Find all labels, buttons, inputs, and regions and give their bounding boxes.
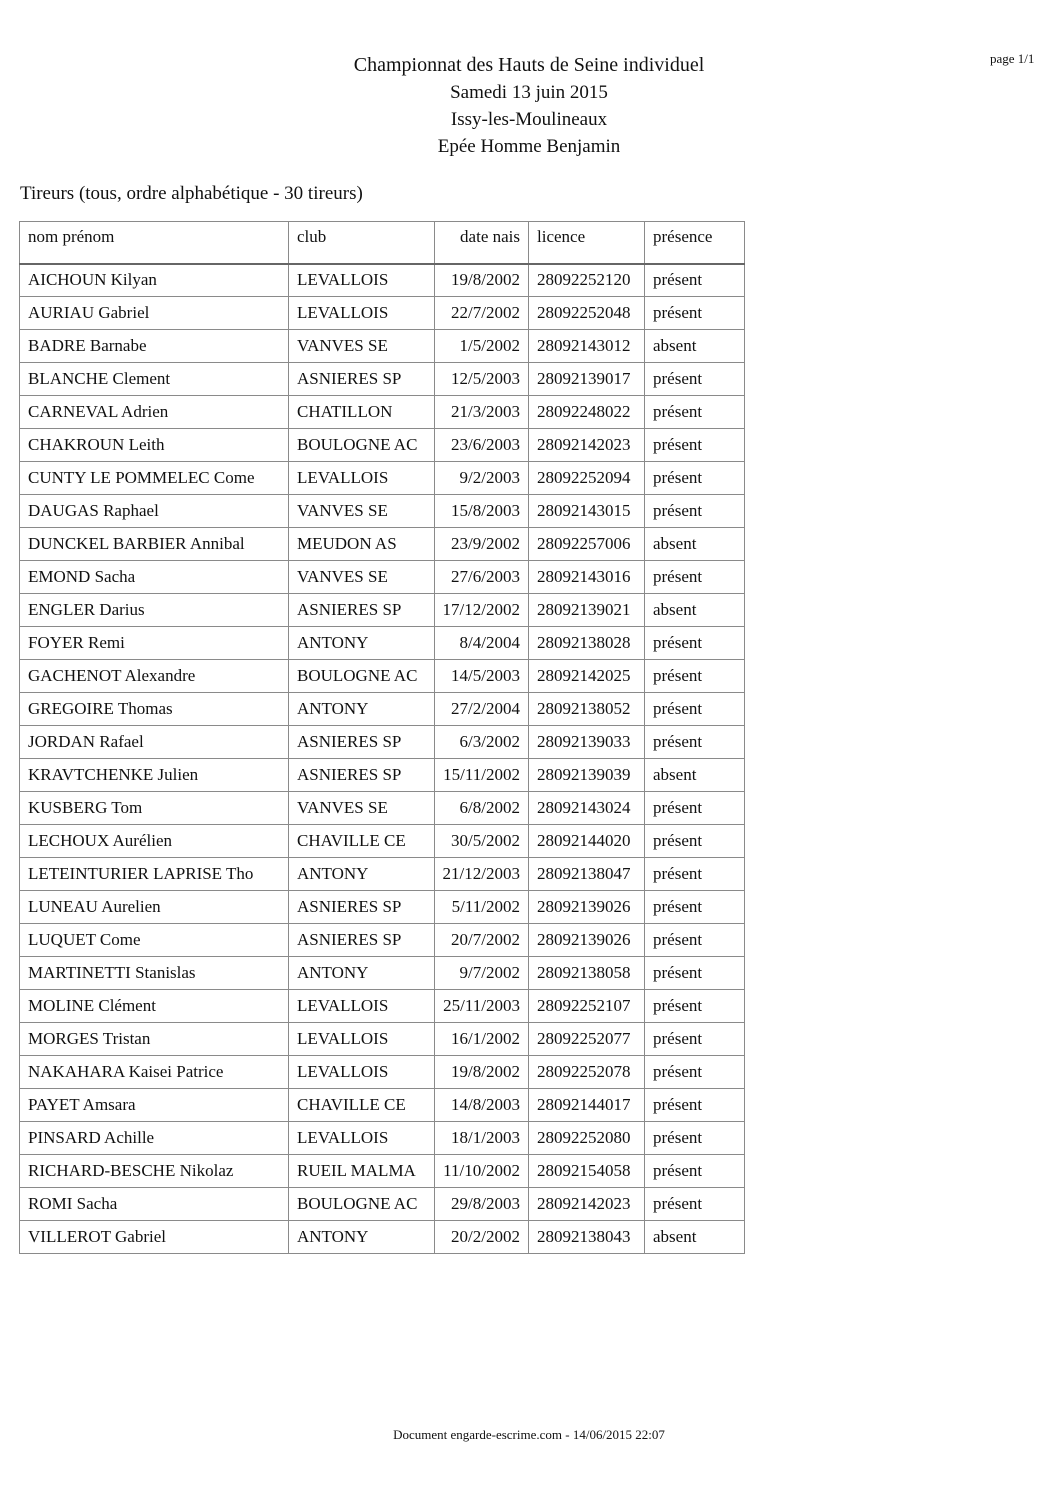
cell-club: ASNIERES SP [289, 594, 435, 627]
cell-birthdate: 6/3/2002 [435, 726, 529, 759]
cell-club: VANVES SE [289, 792, 435, 825]
cell-presence: présent [645, 1023, 745, 1056]
cell-name: RICHARD-BESCHE Nikolaz [20, 1155, 289, 1188]
cell-birthdate: 18/1/2003 [435, 1122, 529, 1155]
page-number: page 1/1 [990, 51, 1035, 66]
table-row [20, 627, 745, 660]
cell-licence: 28092138047 [529, 858, 645, 891]
cell-club: VANVES SE [289, 561, 435, 594]
cell-club: BOULOGNE AC [289, 429, 435, 462]
cell-birthdate: 5/11/2002 [435, 891, 529, 924]
cell-birthdate: 21/12/2003 [435, 858, 529, 891]
table-row [20, 1023, 745, 1056]
cell-presence: présent [645, 1122, 745, 1155]
table-header-row [20, 222, 745, 264]
cell-licence: 28092252120 [529, 264, 645, 297]
cell-name: VILLEROT Gabriel [20, 1221, 289, 1254]
cell-name: DUNCKEL BARBIER Annibal [20, 528, 289, 561]
table-row [20, 1056, 745, 1089]
cell-name: MOLINE Clément [20, 990, 289, 1023]
cell-licence: 28092252080 [529, 1122, 645, 1155]
cell-club: CHAVILLE CE [289, 825, 435, 858]
table-row [20, 891, 745, 924]
competition-title: Championnat des Hauts de Seine individuel [353, 54, 705, 76]
cell-licence: 28092139021 [529, 594, 645, 627]
cell-presence: absent [645, 330, 745, 363]
cell-club: ANTONY [289, 858, 435, 891]
table-row [20, 726, 745, 759]
cell-club: ASNIERES SP [289, 363, 435, 396]
cell-name: GACHENOT Alexandre [20, 660, 289, 693]
cell-club: LEVALLOIS [289, 1122, 435, 1155]
cell-birthdate: 25/11/2003 [435, 990, 529, 1023]
cell-birthdate: 9/2/2003 [435, 462, 529, 495]
cell-presence: présent [645, 561, 745, 594]
table-row [20, 429, 745, 462]
cell-birthdate: 12/5/2003 [435, 363, 529, 396]
cell-name: CARNEVAL Adrien [20, 396, 289, 429]
fencers-table [19, 221, 745, 1254]
cell-birthdate: 8/4/2004 [435, 627, 529, 660]
cell-licence: 28092143024 [529, 792, 645, 825]
cell-presence: présent [645, 396, 745, 429]
cell-birthdate: 17/12/2002 [435, 594, 529, 627]
cell-club: MEUDON AS [289, 528, 435, 561]
cell-presence: présent [645, 363, 745, 396]
table-row [20, 594, 745, 627]
cell-birthdate: 23/9/2002 [435, 528, 529, 561]
table-row [20, 495, 745, 528]
cell-presence: présent [645, 1155, 745, 1188]
cell-licence: 28092142023 [529, 429, 645, 462]
cell-birthdate: 27/6/2003 [435, 561, 529, 594]
cell-name: MORGES Tristan [20, 1023, 289, 1056]
cell-presence: présent [645, 990, 745, 1023]
cell-club: ASNIERES SP [289, 759, 435, 792]
cell-licence: 28092248022 [529, 396, 645, 429]
cell-birthdate: 22/7/2002 [435, 297, 529, 330]
cell-birthdate: 21/3/2003 [435, 396, 529, 429]
cell-name: AICHOUN Kilyan [20, 264, 289, 297]
cell-presence: présent [645, 957, 745, 990]
cell-licence: 28092144017 [529, 1089, 645, 1122]
cell-licence: 28092138058 [529, 957, 645, 990]
cell-name: ENGLER Darius [20, 594, 289, 627]
document-header [0, 52, 1058, 160]
cell-presence: présent [645, 858, 745, 891]
cell-presence: absent [645, 1221, 745, 1254]
cell-club: ANTONY [289, 627, 435, 660]
cell-presence: présent [645, 891, 745, 924]
cell-licence: 28092142023 [529, 1188, 645, 1221]
cell-licence: 28092138028 [529, 627, 645, 660]
cell-birthdate: 20/2/2002 [435, 1221, 529, 1254]
cell-birthdate: 30/5/2002 [435, 825, 529, 858]
cell-club: ANTONY [289, 1221, 435, 1254]
cell-birthdate: 6/8/2002 [435, 792, 529, 825]
column-header-presence: présence [645, 222, 745, 264]
cell-birthdate: 20/7/2002 [435, 924, 529, 957]
table-row [20, 792, 745, 825]
cell-name: MARTINETTI Stanislas [20, 957, 289, 990]
cell-club: ANTONY [289, 957, 435, 990]
cell-licence: 28092143016 [529, 561, 645, 594]
cell-birthdate: 11/10/2002 [435, 1155, 529, 1188]
cell-presence: présent [645, 693, 745, 726]
cell-licence: 28092139026 [529, 891, 645, 924]
table-row [20, 858, 745, 891]
cell-club: VANVES SE [289, 495, 435, 528]
table-row [20, 990, 745, 1023]
cell-presence: présent [645, 264, 745, 297]
cell-club: CHATILLON [289, 396, 435, 429]
table-row [20, 396, 745, 429]
cell-birthdate: 29/8/2003 [435, 1188, 529, 1221]
cell-name: LUQUET Come [20, 924, 289, 957]
cell-name: ROMI Sacha [20, 1188, 289, 1221]
cell-presence: présent [645, 792, 745, 825]
cell-licence: 28092139026 [529, 924, 645, 957]
cell-presence: présent [645, 495, 745, 528]
cell-licence: 28092139017 [529, 363, 645, 396]
cell-licence: 28092252094 [529, 462, 645, 495]
table-row [20, 759, 745, 792]
cell-presence: absent [645, 759, 745, 792]
cell-club: LEVALLOIS [289, 990, 435, 1023]
table-row [20, 825, 745, 858]
cell-club: LEVALLOIS [289, 264, 435, 297]
cell-birthdate: 1/5/2002 [435, 330, 529, 363]
table-row [20, 1122, 745, 1155]
table-row [20, 924, 745, 957]
cell-licence: 28092138052 [529, 693, 645, 726]
cell-club: ASNIERES SP [289, 726, 435, 759]
table-row [20, 1155, 745, 1188]
cell-licence: 28092154058 [529, 1155, 645, 1188]
cell-presence: présent [645, 825, 745, 858]
cell-name: LETEINTURIER LAPRISE Tho [20, 858, 289, 891]
column-header-club: club [289, 222, 435, 264]
cell-club: ASNIERES SP [289, 924, 435, 957]
cell-licence: 28092252078 [529, 1056, 645, 1089]
cell-name: LECHOUX Aurélien [20, 825, 289, 858]
table-row [20, 660, 745, 693]
cell-club: ANTONY [289, 693, 435, 726]
table-row [20, 693, 745, 726]
table-row [20, 528, 745, 561]
cell-club: LEVALLOIS [289, 462, 435, 495]
table-body [20, 264, 745, 1254]
cell-club: LEVALLOIS [289, 1056, 435, 1089]
cell-name: EMOND Sacha [20, 561, 289, 594]
cell-club: CHAVILLE CE [289, 1089, 435, 1122]
cell-presence: absent [645, 594, 745, 627]
cell-club: LEVALLOIS [289, 297, 435, 330]
cell-club: RUEIL MALMA [289, 1155, 435, 1188]
table-row [20, 462, 745, 495]
column-header-name: nom prénom [20, 222, 289, 264]
cell-name: CUNTY LE POMMELEC Come [20, 462, 289, 495]
cell-presence: présent [645, 1188, 745, 1221]
cell-club: VANVES SE [289, 330, 435, 363]
cell-licence: 28092142025 [529, 660, 645, 693]
cell-name: KUSBERG Tom [20, 792, 289, 825]
cell-licence: 28092252077 [529, 1023, 645, 1056]
cell-birthdate: 27/2/2004 [435, 693, 529, 726]
cell-presence: présent [645, 462, 745, 495]
table-row [20, 561, 745, 594]
cell-licence: 28092143012 [529, 330, 645, 363]
cell-presence: présent [645, 627, 745, 660]
cell-club: ASNIERES SP [289, 891, 435, 924]
cell-club: BOULOGNE AC [289, 1188, 435, 1221]
cell-name: KRAVTCHENKE Julien [20, 759, 289, 792]
competition-date: Samedi 13 juin 2015 [450, 82, 608, 103]
competition-category: Epée Homme Benjamin [437, 136, 621, 157]
cell-licence: 28092138043 [529, 1221, 645, 1254]
cell-birthdate: 14/5/2003 [435, 660, 529, 693]
cell-licence: 28092257006 [529, 528, 645, 561]
table-row [20, 1089, 745, 1122]
cell-birthdate: 9/7/2002 [435, 957, 529, 990]
cell-club: BOULOGNE AC [289, 660, 435, 693]
cell-presence: absent [645, 528, 745, 561]
cell-birthdate: 14/8/2003 [435, 1089, 529, 1122]
cell-presence: présent [645, 297, 745, 330]
cell-birthdate: 16/1/2002 [435, 1023, 529, 1056]
cell-licence: 28092139033 [529, 726, 645, 759]
cell-licence: 28092252048 [529, 297, 645, 330]
cell-name: GREGOIRE Thomas [20, 693, 289, 726]
table-row [20, 1221, 745, 1254]
table-row [20, 297, 745, 330]
section-subtitle: Tireurs (tous, ordre alphabétique - 30 tireurs) [20, 183, 363, 204]
table-row [20, 957, 745, 990]
competition-location: Issy-les-Moulineaux [450, 109, 608, 130]
cell-birthdate: 15/11/2002 [435, 759, 529, 792]
cell-licence: 28092144020 [529, 825, 645, 858]
cell-presence: présent [645, 726, 745, 759]
cell-name: CHAKROUN Leith [20, 429, 289, 462]
cell-birthdate: 19/8/2002 [435, 264, 529, 297]
cell-name: JORDAN Rafael [20, 726, 289, 759]
cell-name: PINSARD Achille [20, 1122, 289, 1155]
table-row [20, 363, 745, 396]
cell-licence: 28092143015 [529, 495, 645, 528]
cell-name: DAUGAS Raphael [20, 495, 289, 528]
cell-presence: présent [645, 1056, 745, 1089]
column-header-licence: licence [529, 222, 645, 264]
cell-name: BLANCHE Clement [20, 363, 289, 396]
column-header-birthdate: date nais [435, 222, 529, 264]
cell-name: BADRE Barnabe [20, 330, 289, 363]
cell-name: FOYER Remi [20, 627, 289, 660]
cell-presence: présent [645, 660, 745, 693]
cell-presence: présent [645, 1089, 745, 1122]
document-footer: Document engarde-escrime.com - 14/06/2015 22:07 [393, 1427, 665, 1442]
cell-name: AURIAU Gabriel [20, 297, 289, 330]
cell-birthdate: 23/6/2003 [435, 429, 529, 462]
cell-name: NAKAHARA Kaisei Patrice [20, 1056, 289, 1089]
cell-club: LEVALLOIS [289, 1023, 435, 1056]
table-row [20, 1188, 745, 1221]
table-row [20, 330, 745, 363]
cell-presence: présent [645, 924, 745, 957]
cell-licence: 28092139039 [529, 759, 645, 792]
table-row [20, 264, 745, 297]
cell-birthdate: 19/8/2002 [435, 1056, 529, 1089]
cell-licence: 28092252107 [529, 990, 645, 1023]
cell-name: PAYET Amsara [20, 1089, 289, 1122]
cell-presence: présent [645, 429, 745, 462]
cell-name: LUNEAU Aurelien [20, 891, 289, 924]
cell-birthdate: 15/8/2003 [435, 495, 529, 528]
